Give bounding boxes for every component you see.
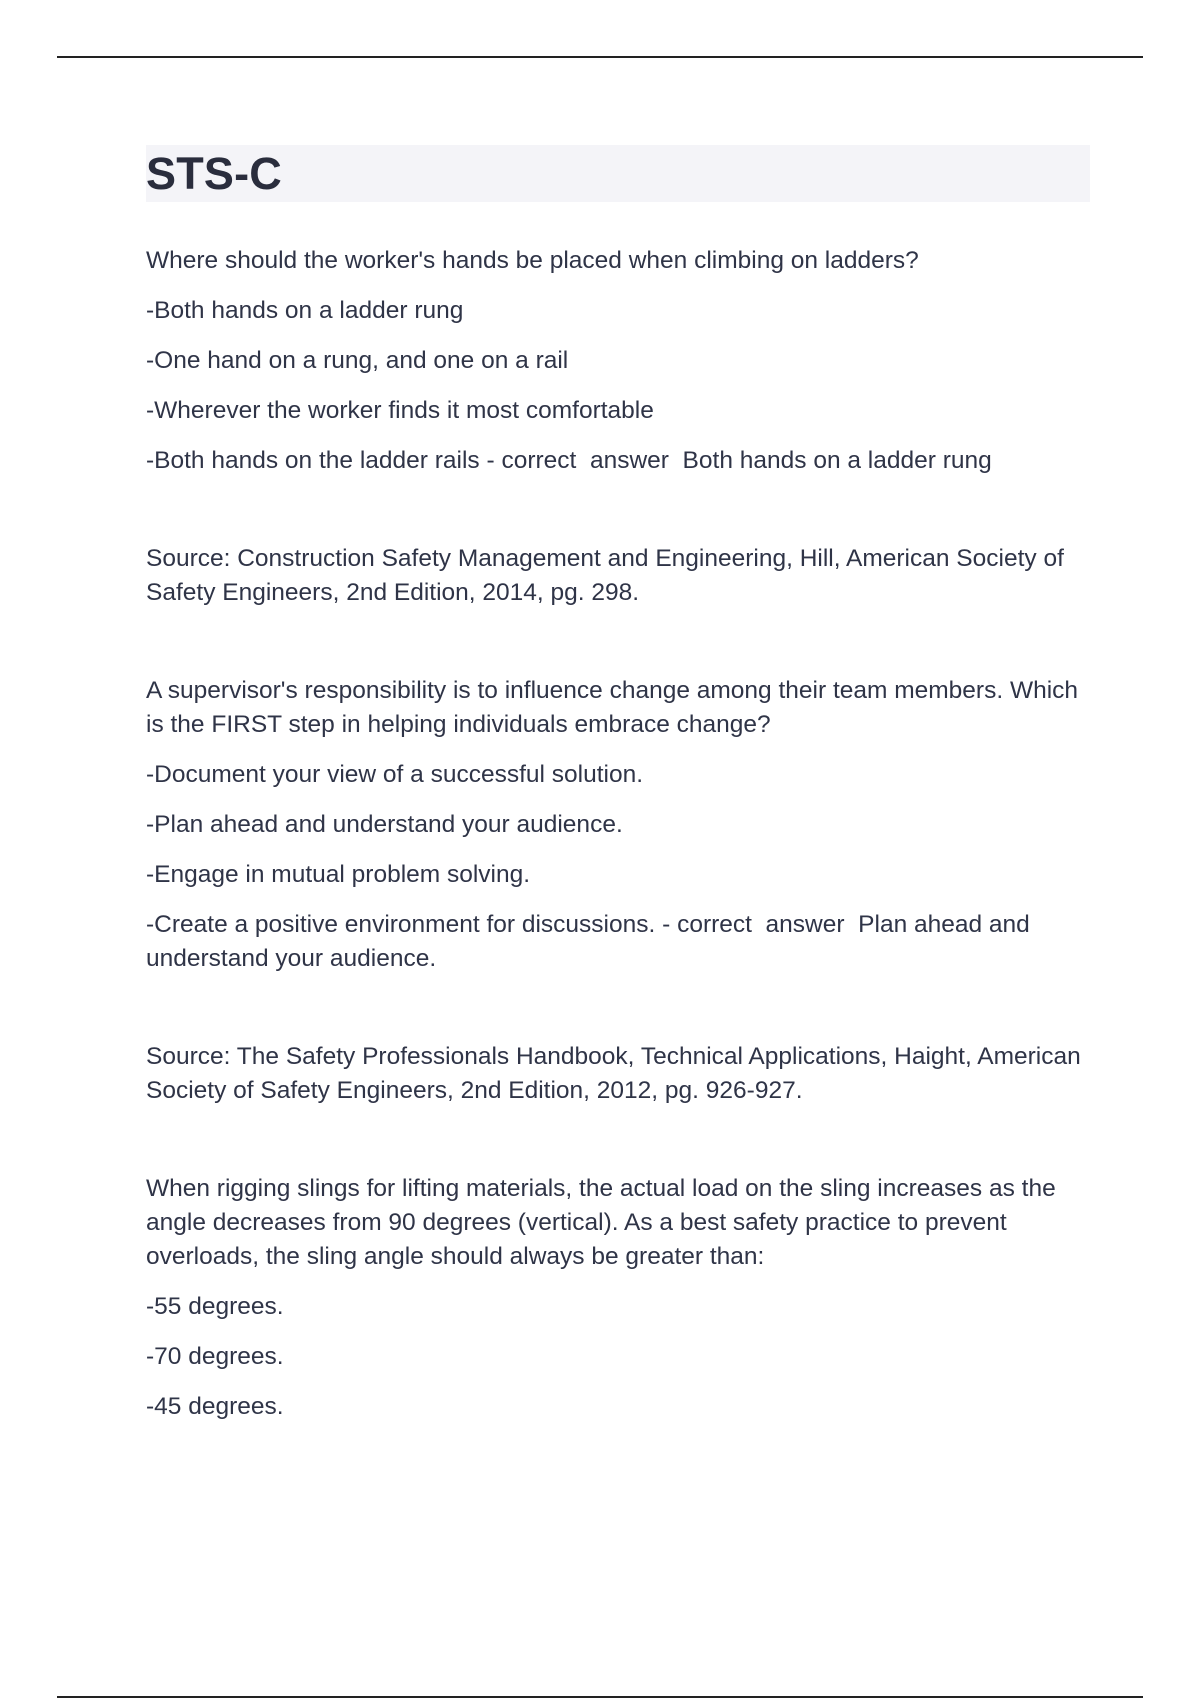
option-text: -70 degrees. [146, 1343, 284, 1370]
option-with-answer [146, 444, 1090, 478]
answer-label: - correct answer [655, 911, 859, 938]
title-bar [146, 145, 1090, 202]
qa-item-1 [146, 244, 1090, 610]
question-text: Where should the worker's hands be placed when climbing on ladders? [146, 247, 919, 274]
qa-item-3 [146, 1172, 1090, 1424]
source-citation: Source: Construction Safety Management and Engineering, Hill, American Society of Safety Engineers, 2nd Edition, 2014, pg. 298. [146, 545, 1064, 606]
source-citation: Source: The Safety Professionals Handbook, Technical Applications, Haight, American Society of Safety Engineers, 2nd Edition, 2012, pg. 926-927. [146, 1043, 1081, 1104]
correct-answer: Plan ahead and understand your audience. [146, 911, 1030, 972]
question-text: When rigging slings for lifting materials, the actual load on the sling increases as the angle decreases from 90 degrees (vertical). As a best safety practice to prevent overloads, the sling angle should always be greater than: [146, 1175, 1056, 1270]
option-text: -Wherever the worker finds it most comfortable [146, 397, 654, 424]
document-title: STS-C [146, 147, 282, 199]
option-text: -Both hands on the ladder rails [146, 447, 480, 474]
option-text: -Both hands on a ladder rung [146, 297, 464, 324]
option-text: -Document your view of a successful solution. [146, 761, 644, 788]
option-text: -Create a positive environment for discussions. [146, 911, 656, 938]
option-text: -One hand on a rung, and one on a rail [146, 347, 569, 374]
bottom-rule [57, 1696, 1143, 1698]
option-with-answer [146, 908, 1090, 976]
option-text: -55 degrees. [146, 1293, 284, 1320]
option-text: -Engage in mutual problem solving. [146, 861, 531, 888]
correct-answer: Both hands on a ladder rung [682, 447, 992, 474]
option-text: -Plan ahead and understand your audience. [146, 811, 623, 838]
top-rule [57, 56, 1143, 58]
qa-item-2 [146, 674, 1090, 1108]
question-text: A supervisor's responsibility is to influence change among their team members. Which is the FIRST step in helping individuals embrace change? [146, 677, 1079, 738]
option-text: -45 degrees. [146, 1393, 284, 1420]
answer-label: - correct answer [479, 447, 683, 474]
document-body [146, 145, 1090, 1424]
